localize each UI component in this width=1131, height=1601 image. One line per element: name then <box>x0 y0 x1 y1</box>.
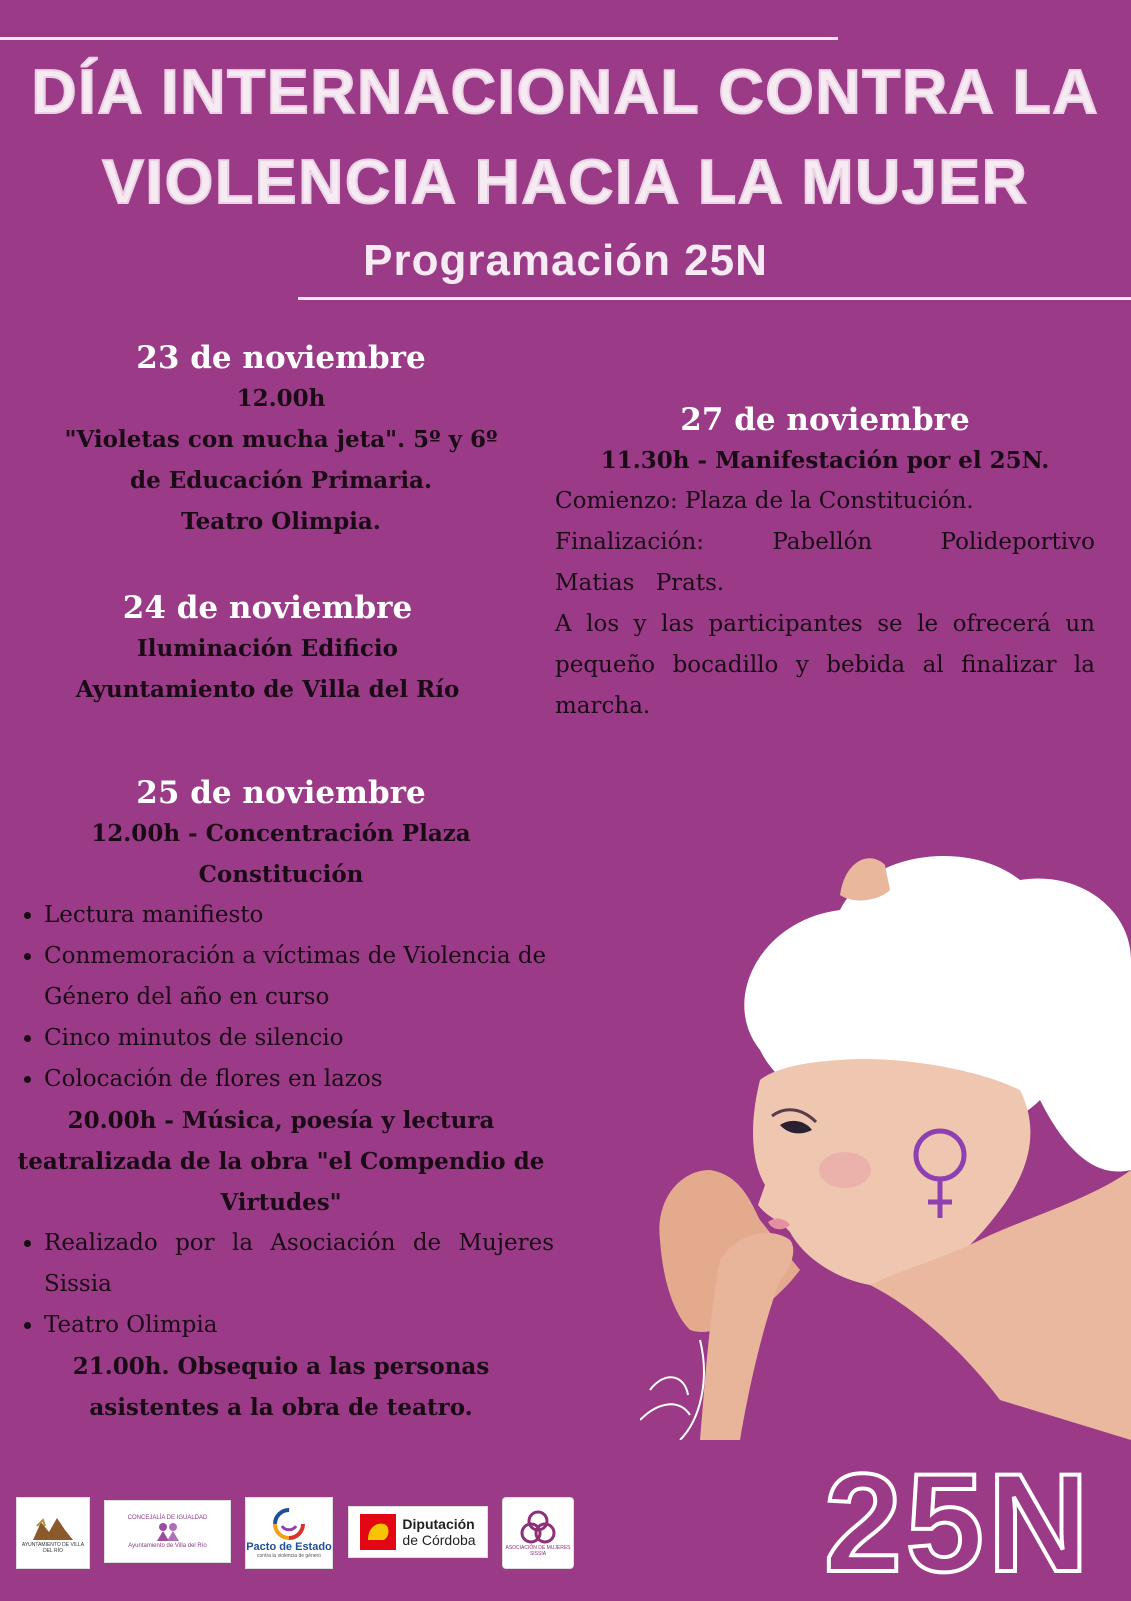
day-27-section <box>555 402 1095 727</box>
list-item: • Teatro Olimpia <box>44 1305 554 1346</box>
title-line-2: VIOLENCIA HACIA LA MUJER <box>102 148 1029 217</box>
day-23-line1: "Violetas con mucha jeta". 5º y 6º <box>64 426 498 453</box>
logo-diputacion-bottom: de Córdoba <box>402 1532 476 1548</box>
day-23-date: 23 de noviembre <box>136 340 426 376</box>
day-27-date: 27 de noviembre <box>680 402 970 438</box>
logo-concejalia-top: CONCEJALÍA DE IGUALDAD <box>127 1514 208 1521</box>
logo-concejalia <box>104 1500 231 1563</box>
list-item: • Lectura manifiesto <box>44 895 554 936</box>
day-23-line2: de Educación Primaria. <box>130 467 432 494</box>
list-item: • Realizado por la Asociación de Mujeres Sissia <box>44 1223 554 1305</box>
logo-pacto-estado <box>245 1497 333 1569</box>
top-rule <box>0 37 838 40</box>
day-24-date: 24 de noviembre <box>122 590 413 626</box>
list-item: • Cinco minutos de silencio <box>44 1018 554 1059</box>
day-24-line2: Ayuntamiento de Villa del Río <box>75 676 460 703</box>
list-item: • Conmemoración a víctimas de Violencia de Género del año en curso <box>44 936 554 1018</box>
title-line-1: DÍA INTERNACIONAL CONTRA LA <box>31 58 1100 127</box>
day-24-section <box>0 590 535 710</box>
day-27-end: Finalización: Pabellón Polideportivo Matias Prats. <box>555 529 1095 596</box>
woman-illustration <box>640 840 1131 1440</box>
day-24-line1: Iluminación Edificio <box>137 635 398 662</box>
day-23-time: 12.00h <box>236 385 326 412</box>
subtitle: Programación 25N <box>363 236 768 285</box>
circle-logo-icon <box>270 1507 308 1541</box>
day-25-event2-line2: teatralizada de la obra "el Compendio de <box>17 1148 545 1175</box>
day-25-bullets-1 <box>0 895 554 1100</box>
badge-25n: 25N <box>824 1444 1093 1601</box>
people-icon <box>153 1521 183 1543</box>
castle-icon <box>31 1512 75 1542</box>
logo-diputacion <box>348 1506 488 1558</box>
logo-concejalia-bottom: Ayuntamiento de Villa del Río <box>128 1542 207 1549</box>
day-25-event3-line1: 21.00h. Obsequio a las personas <box>72 1353 490 1380</box>
day-25-bullets-2 <box>0 1223 554 1346</box>
day-25-date: 25 de noviembre <box>136 775 426 811</box>
day-23-section <box>0 340 562 542</box>
day-23-line3: Teatro Olimpia. <box>181 508 381 535</box>
day-25-event1-line1: 12.00h - Concentración Plaza <box>91 820 471 847</box>
logo-pacto-top: Pacto de Estado <box>246 1541 332 1553</box>
logo-ayuntamiento-text: AYUNTAMIENTO DE VILLA DEL RÍO <box>21 1542 85 1554</box>
logo-diputacion-top: Diputación <box>402 1516 475 1532</box>
logo-sissia <box>502 1497 574 1569</box>
day-25-event2-line3: Virtudes" <box>220 1189 342 1216</box>
day-27-start: Comienzo: Plaza de la Constitución. <box>555 488 974 514</box>
day-25-event1-line2: Constitución <box>198 861 364 888</box>
logo-ayuntamiento <box>16 1497 90 1569</box>
day-25-event3-line2: asistentes a la obra de teatro. <box>89 1394 473 1421</box>
day-27-headline: 11.30h - Manifestación por el 25N. <box>600 447 1050 474</box>
day-25-section <box>0 775 562 1428</box>
logo-pacto-bottom: contra la violencia de género <box>257 1553 321 1559</box>
day-27-note: A los y las participantes se le ofrecerá un pequeño bocadillo y bebida al finalizar la marcha. <box>555 611 1095 719</box>
logo-sissia-text: ASOCIACIÓN DE MUJERES SISSIA <box>505 1545 571 1557</box>
day-25-event2-line1: 20.00h - Música, poesía y lectura <box>67 1107 495 1134</box>
list-item: • Colocación de flores en lazos <box>44 1059 554 1100</box>
triquetra-icon <box>518 1509 558 1545</box>
diputacion-emblem-icon <box>360 1514 396 1550</box>
subtitle-rule <box>298 297 1131 300</box>
